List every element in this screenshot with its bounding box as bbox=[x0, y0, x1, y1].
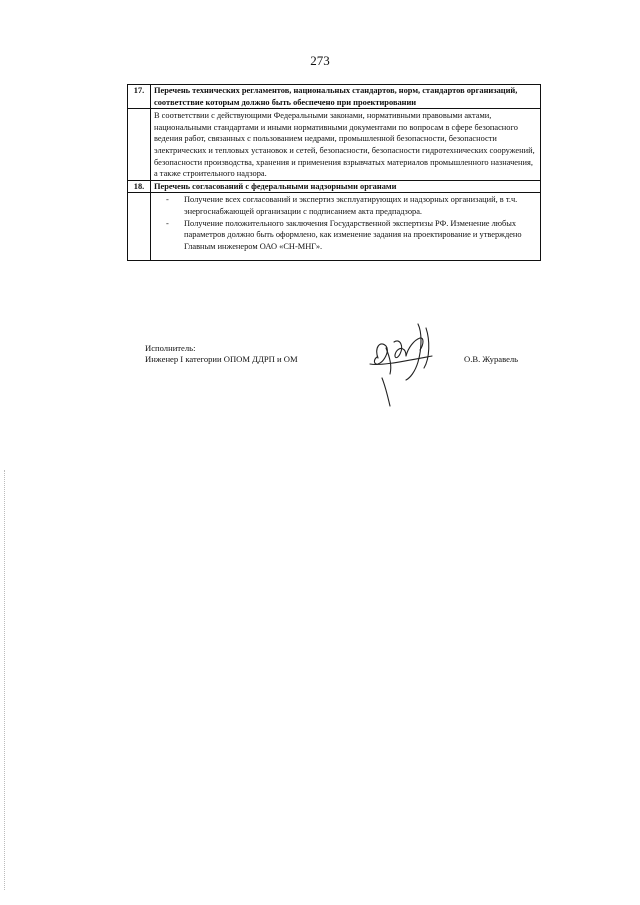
table-row-17-content bbox=[128, 109, 541, 181]
row-text: В соответствии с действующими Федеральными законами, нормативными правовыми актами, национальными стандартами и иными нормативными документами по вопросам в сфере безопасного ведения работ, связанных с пользованием недрами, промышленной безопасности, безопасности электрических и тепловых установок и сетей, безопасности, безопасности гидротехнических сооружений, безопасности производства, хранения и применения взрывчатых материалов промышленного назначения, а также строительного надзора. bbox=[151, 109, 541, 181]
page-number: 273 bbox=[310, 53, 330, 68]
signature-label: Исполнитель: bbox=[145, 343, 196, 353]
row-bullets-cell bbox=[151, 193, 541, 261]
signer-name: О.В. Журавель bbox=[464, 354, 519, 364]
row-number: 17. bbox=[128, 85, 151, 109]
row-heading: Перечень технических регламентов, национальных стандартов, норм, стандартов организаций, соответствие которым должно быть обеспечено при проектировании bbox=[151, 85, 541, 109]
requirements-table bbox=[127, 84, 541, 261]
scan-edge-line bbox=[4, 470, 6, 890]
list-item: - Получение положительного заключения Государственной экспертизы РФ. Изменение любых параметров должно быть оформлено, как изменение задания на проектирование и утверждено Главным инженером ОАО «СН-МНГ». bbox=[166, 218, 522, 251]
signer-position: Инженер I категории ОПОМ ДДРП и ОМ bbox=[145, 354, 298, 364]
table-row-18-content bbox=[128, 193, 541, 261]
row-number: 18. bbox=[128, 180, 151, 193]
row-heading: Перечень согласований с федеральными надзорными органами bbox=[151, 180, 541, 193]
table-row-17-heading bbox=[128, 85, 541, 109]
list-item: - Получение всех согласований и экспертиз эксплуатирующих и надзорных организаций, в т.ч. энергоснабжающей организации с подписанием акта предпадзора. bbox=[166, 195, 518, 216]
signature-block bbox=[145, 343, 298, 365]
bullet-list bbox=[154, 193, 537, 260]
table-row-18-heading bbox=[128, 180, 541, 193]
row-number-empty bbox=[128, 109, 151, 181]
handwritten-signature bbox=[360, 318, 440, 410]
row-number-empty bbox=[128, 193, 151, 261]
